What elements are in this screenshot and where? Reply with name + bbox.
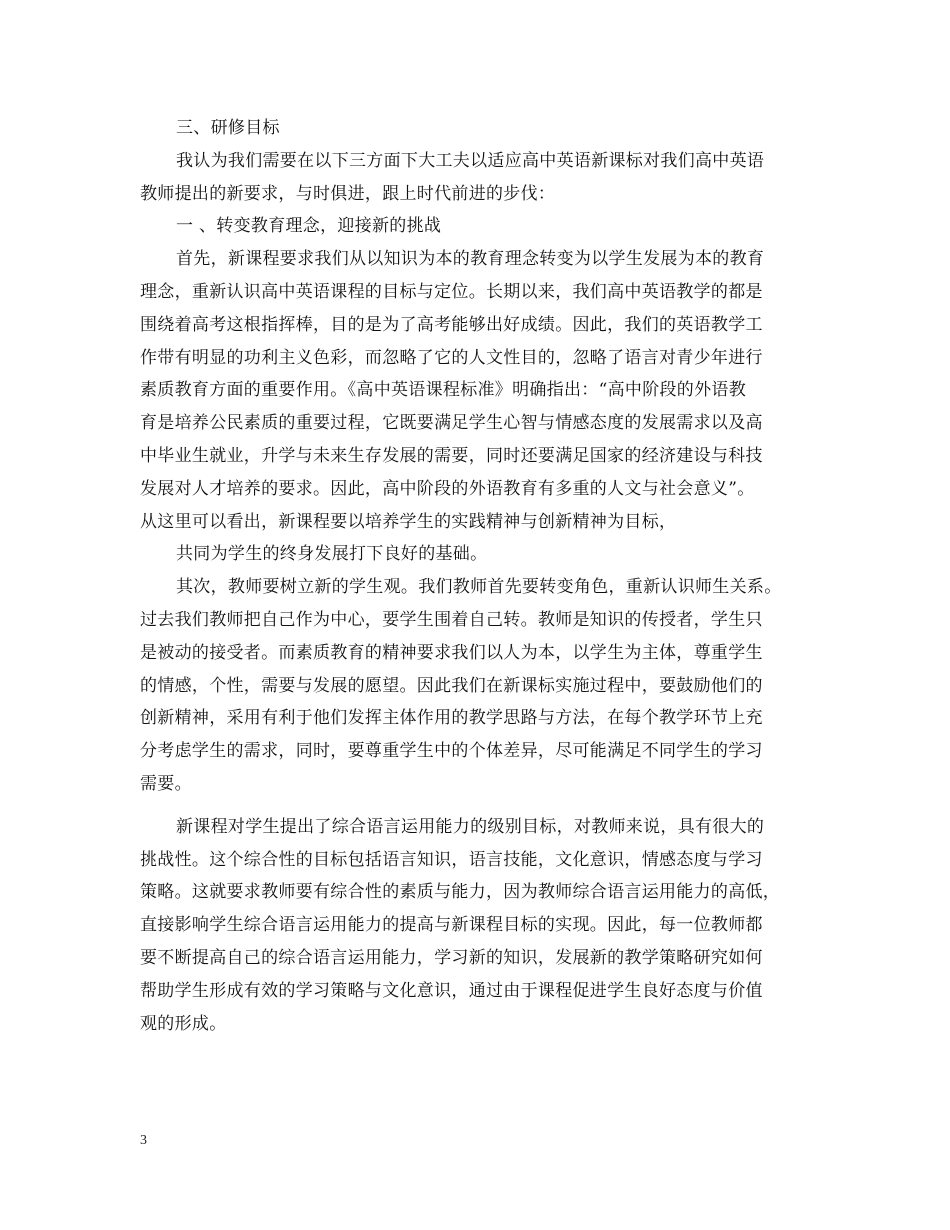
text-line: 创新精神，采用有利于他们发挥主体作用的教学思路与方法，在每个教学环节上充	[140, 708, 763, 729]
text-line: 素质教育方面的重要作用。《高中英语课程标准》明确指出：“高中阶段的外语教	[140, 380, 746, 401]
page-number: 3	[140, 1133, 147, 1148]
text-line: 理念，重新认识高中英语课程的目标与定位。长期以来，我们高中英语教学的都是	[140, 281, 763, 302]
text-line: 中毕业生就业，升学与未来生存发展的需要，同时还要满足国家的经济建设与科技	[140, 445, 763, 466]
text-line: 教师提出的新要求，与时俱进，跟上时代前进的步伐：	[140, 183, 556, 204]
paragraph-lines	[140, 145, 812, 1041]
text-line: 从这里可以看出，新课程要以培养学生的实践精神与创新精神为目标，	[140, 511, 677, 532]
text-line: 直接影响学生综合语言运用能力的提高与新课程目标的实现。因此，每一位教师都	[140, 915, 763, 936]
document-body	[140, 112, 812, 1040]
text-line: 育是培养公民素质的重要过程，它既要满足学生心智与情感态度的发展需求以及高	[140, 413, 763, 434]
text-line: 策略。这就要求教师要有综合性的素质与能力，因为教师综合语言运用能力的高低，	[140, 882, 781, 903]
text-line: 过去我们教师把自己作为中心，要学生围着自己转。教师是知识的传授者，学生只	[140, 609, 763, 630]
text-line: 帮助学生形成有效的学习策略与文化意识，通过由于课程促进学生良好态度与价值	[140, 980, 763, 1001]
paragraph-gap	[140, 801, 812, 811]
text-line: 我认为我们需要在以下三方面下大工夫以适应高中英语新课标对我们高中英语	[176, 150, 765, 171]
text-line: 的情感，个性，需要与发展的愿望。因此我们在新课标实施过程中，要鼓励他们的	[140, 675, 763, 696]
text-line: 其次，教师要树立新的学生观。我们教师首先要转变角色，重新认识师生关系。	[176, 577, 782, 598]
text-line: 挑战性。这个综合性的目标包括语言知识，语言技能，文化意识，情感态度与学习	[140, 849, 763, 870]
text-line: 共同为学生的终身发展打下良好的基础。	[176, 544, 488, 565]
text-line: 要不断提高自己的综合语言运用能力，学习新的知识，发展新的教学策略研究如何	[140, 947, 763, 968]
text-line: 发展对人才培养的要求。因此，高中阶段的外语教育有多重的人文与社会意义”。	[140, 478, 755, 499]
text-line: 分考虑学生的需求，同时，要尊重学生中的个体差异，尽可能满足不同学生的学习	[140, 741, 763, 762]
text-line: 作带有明显的功利主义色彩，而忽略了它的人文性目的，忽略了语言对青少年进行	[140, 347, 763, 368]
text-line: 一 、转变教育理念，迎接新的挑战	[176, 216, 442, 237]
text-line: 需要。	[140, 773, 192, 794]
text-line: 围绕着高考这根指挥棒，目的是为了高考能够出好成绩。因此，我们的英语教学工	[140, 314, 763, 335]
section-heading: 三、研修目标	[176, 118, 280, 138]
text-line: 首先，新课程要求我们从以知识为本的教育理念转变为以学生发展为本的教育	[176, 249, 765, 270]
text-line: 新课程对学生提出了综合语言运用能力的级别目标，对教师来说，具有很大的	[176, 816, 765, 837]
text-line: 是被动的接受者。而素质教育的精神要求我们以人为本，以学生为主体，尊重学生	[140, 642, 763, 663]
text-line: 观的形成。	[140, 1013, 227, 1034]
